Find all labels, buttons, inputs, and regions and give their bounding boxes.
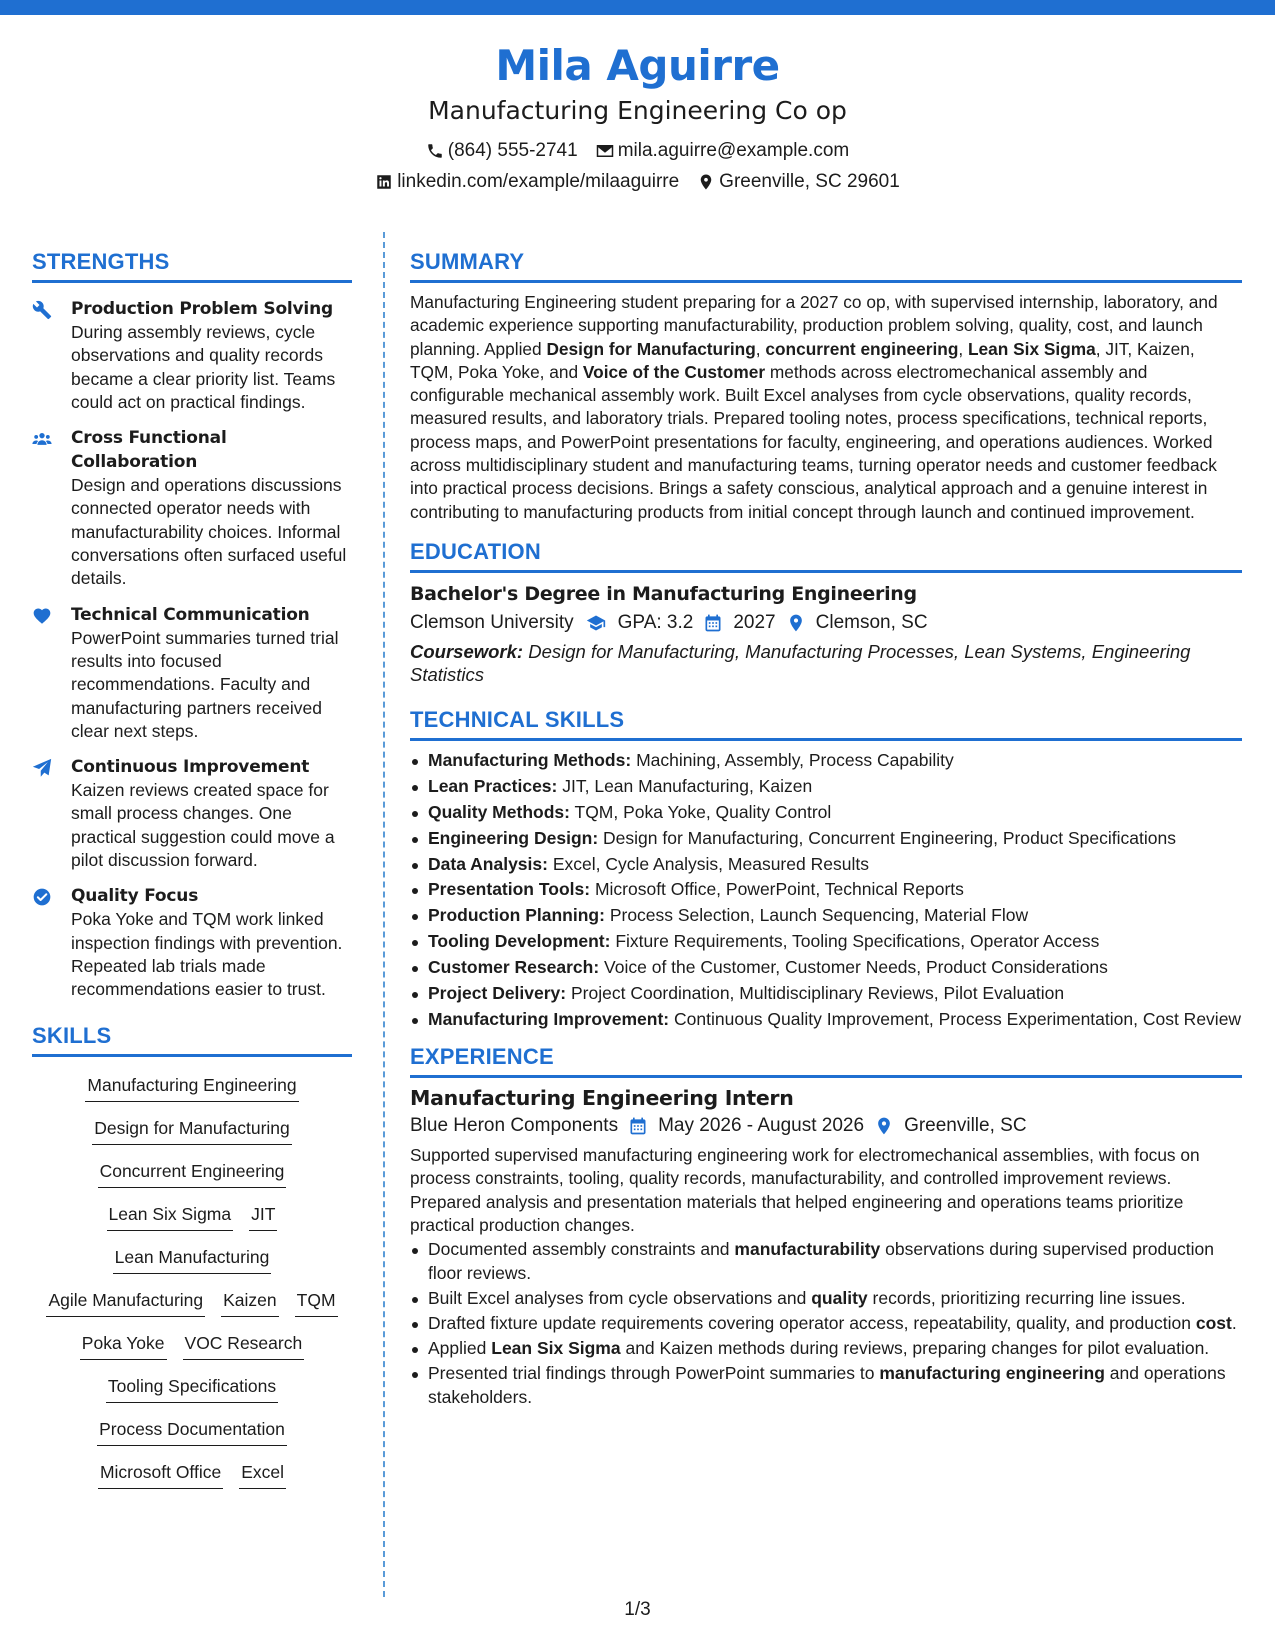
job-bullets [410,1238,1242,1409]
strength-title: Cross Functional Collaboration [71,428,227,473]
skill-values: JIT, Lean Manufacturing, Kaizen [562,775,813,796]
strength-item [32,884,352,1001]
skill-tag: Tooling Specifications [106,1374,278,1403]
technical-skill-item [410,930,1242,953]
graduation-year: 2027 [733,611,776,633]
education-entry [410,581,1242,687]
strength-title: Production Problem Solving [71,299,333,319]
strength-item [32,603,352,743]
skill-category: Quality Methods: [428,801,570,822]
bullet-text: and Kaizen methods during reviews, preparing changes for pilot evaluation. [620,1338,1210,1359]
skill-category: Tooling Development: [428,931,611,952]
summary-segment: , [755,338,766,359]
job-bullet [410,1362,1242,1409]
school-name: Clemson University [410,611,574,633]
skill-category: Data Analysis: [428,853,548,874]
skill-tag: Microsoft Office [98,1460,223,1489]
skill-row [32,1331,352,1374]
bullet-text: and operations stakeholders. [428,1363,1226,1407]
summary-segment: Design for Manufacturing [546,338,756,359]
bullet-keyword: manufacturability [734,1239,881,1260]
summary-segment: Voice of the Customer [582,361,766,382]
location-contact [697,171,900,193]
coursework [410,640,1242,687]
strength-title: Technical Communication [71,604,310,625]
job-dates: May 2026 - August 2026 [658,1115,865,1137]
skill-values: Microsoft Office, PowerPoint, Technical Reports [594,879,964,900]
skill-values: Fixture Requirements, Tooling Specifications, Operator Access [615,931,1100,952]
bullet-text: Documented assembly constraints and [428,1239,735,1260]
skill-category: Presentation Tools: [428,879,591,900]
skill-tag: Design for Manufacturing [92,1116,292,1145]
skill-tag: Kaizen [221,1288,279,1317]
summary-text [410,291,1242,524]
skill-tag: Process Documentation [97,1417,287,1446]
bullet-text: Built Excel analyses from cycle observations and [428,1287,812,1308]
job-location: Greenville, SC [904,1115,1027,1137]
technical-skill-item [410,878,1242,901]
linkedin-url[interactable]: linkedin.com/example/milaaguirre [397,171,680,192]
education-heading: EDUCATION [410,538,1242,573]
job-bullet [410,1238,1242,1285]
job-description: Supported supervised manufacturing engineering work for electromechanical assemblies, with focus on process constraints, tooling, quality records, manufacturability, and controlled improvement reviews. Prepared analysis and presentation materials that helped engineering and operations teams prioritize practical production changes. [410,1145,1200,1236]
phone-icon [426,142,444,160]
calendar-icon [628,1116,648,1136]
coursework-list: Design for Manufacturing, Manufacturing Processes, Lean Systems, Engineering Statistics [410,640,1191,686]
skill-tag: Concurrent Engineering [98,1159,287,1188]
skills-heading: SKILLS [32,1022,352,1057]
technical-skill-item [410,853,1242,876]
paper-plane-icon [32,758,52,778]
bullet-text: Drafted fixture update requirements covering operator access, repeatability, quality, and production [428,1313,1196,1334]
summary-segment: Manufacturing Engineering student preparing for a 2027 co op, with supervised internship, laboratory, and academic experience supporting manufacturability, production problem solving, quality, cost, and launch planning. Applied [410,292,1218,359]
summary-segment: Lean Six Sigma [968,338,1096,359]
skill-values: Voice of the Customer, Customer Needs, Product Considerations [604,957,1108,978]
skill-row [32,1417,352,1460]
strength-title: Quality Focus [71,886,199,907]
experience-entry [410,1084,1242,1409]
strengths-heading: STRENGTHS [32,248,352,283]
skill-row [32,1073,352,1116]
job-title: Manufacturing Engineering Intern [410,1086,794,1111]
skill-row [32,1288,352,1331]
check-circle-icon [32,887,52,907]
job-bullet [410,1287,1242,1310]
technical-skill-item [410,775,1242,798]
strength-item [32,297,352,414]
bullet-keyword: cost [1195,1313,1232,1334]
skill-category: Lean Practices: [428,775,558,796]
experience-heading: EXPERIENCE [410,1043,1242,1078]
skill-tag: Excel [239,1460,286,1489]
envelope-icon [596,142,614,160]
skill-values: TQM, Poka Yoke, Quality Control [574,801,832,822]
school-location: Clemson, SC [815,611,928,633]
right-column [410,248,1242,1411]
strength-item [32,426,352,590]
job-bullet [410,1337,1242,1360]
left-column [32,248,352,1503]
skill-values: Design for Manufacturing, Concurrent Engineering, Product Specifications [603,827,1176,848]
technical-skill-item [410,1008,1242,1031]
strength-description: Poka Yoke and TQM work linked inspection findings with prevention. Repeated lab trials made recommendations easier to trust. [71,909,343,1000]
phone-contact [426,140,578,162]
skill-category: Project Delivery: [428,982,567,1003]
candidate-name: Mila Aguirre [495,41,780,90]
strength-description: During assembly reviews, cycle observations and quality records became a clear priority list. Teams could act on practical findings. [71,322,336,412]
strength-title: Continuous Improvement [71,757,310,778]
bullet-text: records, prioritizing recurring line issues. [867,1287,1186,1308]
technical-skill-item [410,904,1242,927]
map-pin-icon [697,173,715,191]
technical-skills-heading: TECHNICAL SKILLS [410,706,1242,741]
bullet-text: observations during supervised production floor reviews. [428,1239,1214,1283]
location-text: Greenville, SC 29601 [719,171,900,192]
skill-category: Manufacturing Methods: [428,749,632,770]
skill-row [32,1159,352,1202]
skill-row [32,1116,352,1159]
bullet-text: Presented trial findings through PowerPoint summaries to [428,1363,880,1384]
technical-skill-item [410,956,1242,979]
bullet-keyword: manufacturing engineering [879,1363,1105,1384]
linkedin-icon [375,173,393,191]
skill-row [32,1202,352,1245]
skill-tag: Agile Manufacturing [46,1288,205,1317]
contact-row-2 [0,171,1275,193]
degree-title: Bachelor's Degree in Manufacturing Engineering [410,582,917,605]
skill-values: Continuous Quality Improvement, Process Experimentation, Cost Review [674,1008,1242,1029]
summary-segment: methods across electromechanical assembly and configurable mechanical assembly work. Built Excel analyses from cycle observations, quality records, measured results, and laboratory trials. Prepared tooling notes, process specifications, technical reports, process maps, and PowerPoint presentations for faculty, engineering, and operations audiences. Worked across multidisciplinary student and manufacturing teams, turning operator needs and customer feedback into practical process decisions. Brings a safety conscious, analytical approach and a genuine interest in contributing to manufacturing products from initial concept through launch and continued improvement. [410,361,1217,522]
map-pin-icon [786,613,806,633]
strength-description: Kaizen reviews created space for small process changes. One practical suggestion could move a pilot discussion forward. [71,780,335,871]
skill-tag: Poka Yoke [80,1331,167,1360]
skill-values: Machining, Assembly, Process Capability [636,749,954,770]
strength-description: PowerPoint summaries turned trial results into focused recommendations. Faculty and manufacturing partners received clear next steps. [71,627,339,741]
skill-tag: Lean Manufacturing [113,1245,272,1274]
skill-row [32,1374,352,1417]
linkedin-contact[interactable] [375,171,679,193]
skill-tag: Lean Six Sigma [107,1202,234,1231]
skill-row [32,1245,352,1288]
bullet-keyword: quality [811,1287,868,1308]
skill-tag: Manufacturing Engineering [85,1073,298,1102]
skill-tag: TQM [295,1288,338,1317]
skill-values: Project Coordination, Multidisciplinary Reviews, Pilot Evaluation [571,982,1065,1003]
candidate-headline: Manufacturing Engineering Co op [428,96,847,125]
email-address[interactable]: mila.aguirre@example.com [617,140,850,161]
strengths-list [32,297,352,1002]
skills-tags [32,1073,352,1503]
summary-segment: concurrent engineering [765,338,959,359]
skill-category: Customer Research: [428,957,600,978]
skill-tag: VOC Research [183,1331,305,1360]
email-contact[interactable] [596,140,850,162]
contact-row-1 [0,140,1275,162]
technical-skill-item [410,801,1242,824]
summary-segment: , [958,338,968,359]
technical-skills-list [410,749,1242,1031]
skill-category: Production Planning: [428,905,605,926]
gpa: GPA: 3.2 [617,611,694,633]
top-accent-bar [0,0,1275,15]
page-number: 1/3 [624,1599,651,1620]
job-meta [410,1112,1242,1140]
users-icon [32,429,52,449]
bullet-text: Applied [428,1338,492,1359]
column-divider [383,232,385,1597]
skill-category: Engineering Design: [428,827,599,848]
skill-category: Manufacturing Improvement: [428,1008,670,1029]
bullet-keyword: Lean Six Sigma [491,1338,621,1359]
job-bullet [410,1312,1242,1335]
company-name: Blue Heron Components [410,1115,619,1137]
phone-number: (864) 555-2741 [447,140,578,161]
skill-values: Process Selection, Launch Sequencing, Material Flow [609,905,1029,926]
bullet-text: . [1231,1313,1237,1334]
strength-description: Design and operations discussions connected operator needs with manufacturability choices. Informal conversations often surfaced useful details. [71,475,347,589]
resume-header [0,40,1275,193]
technical-skill-item [410,982,1242,1005]
map-pin-icon [874,1116,894,1136]
technical-skill-item [410,749,1242,772]
summary-heading: SUMMARY [410,248,1242,283]
coursework-label: Coursework: [410,640,524,662]
skill-row [32,1460,352,1503]
education-meta [410,609,1242,637]
skill-values: Excel, Cycle Analysis, Measured Results [552,853,869,874]
technical-skill-item [410,827,1242,850]
wrench-icon [32,300,52,320]
strength-item [32,755,352,872]
calendar-icon [703,613,723,633]
summary-segment: , JIT, Kaizen, TQM, Poka Yoke, and [410,338,1195,382]
heart-icon [32,606,52,626]
graduation-cap-icon [584,613,608,633]
skill-tag: JIT [249,1202,277,1231]
